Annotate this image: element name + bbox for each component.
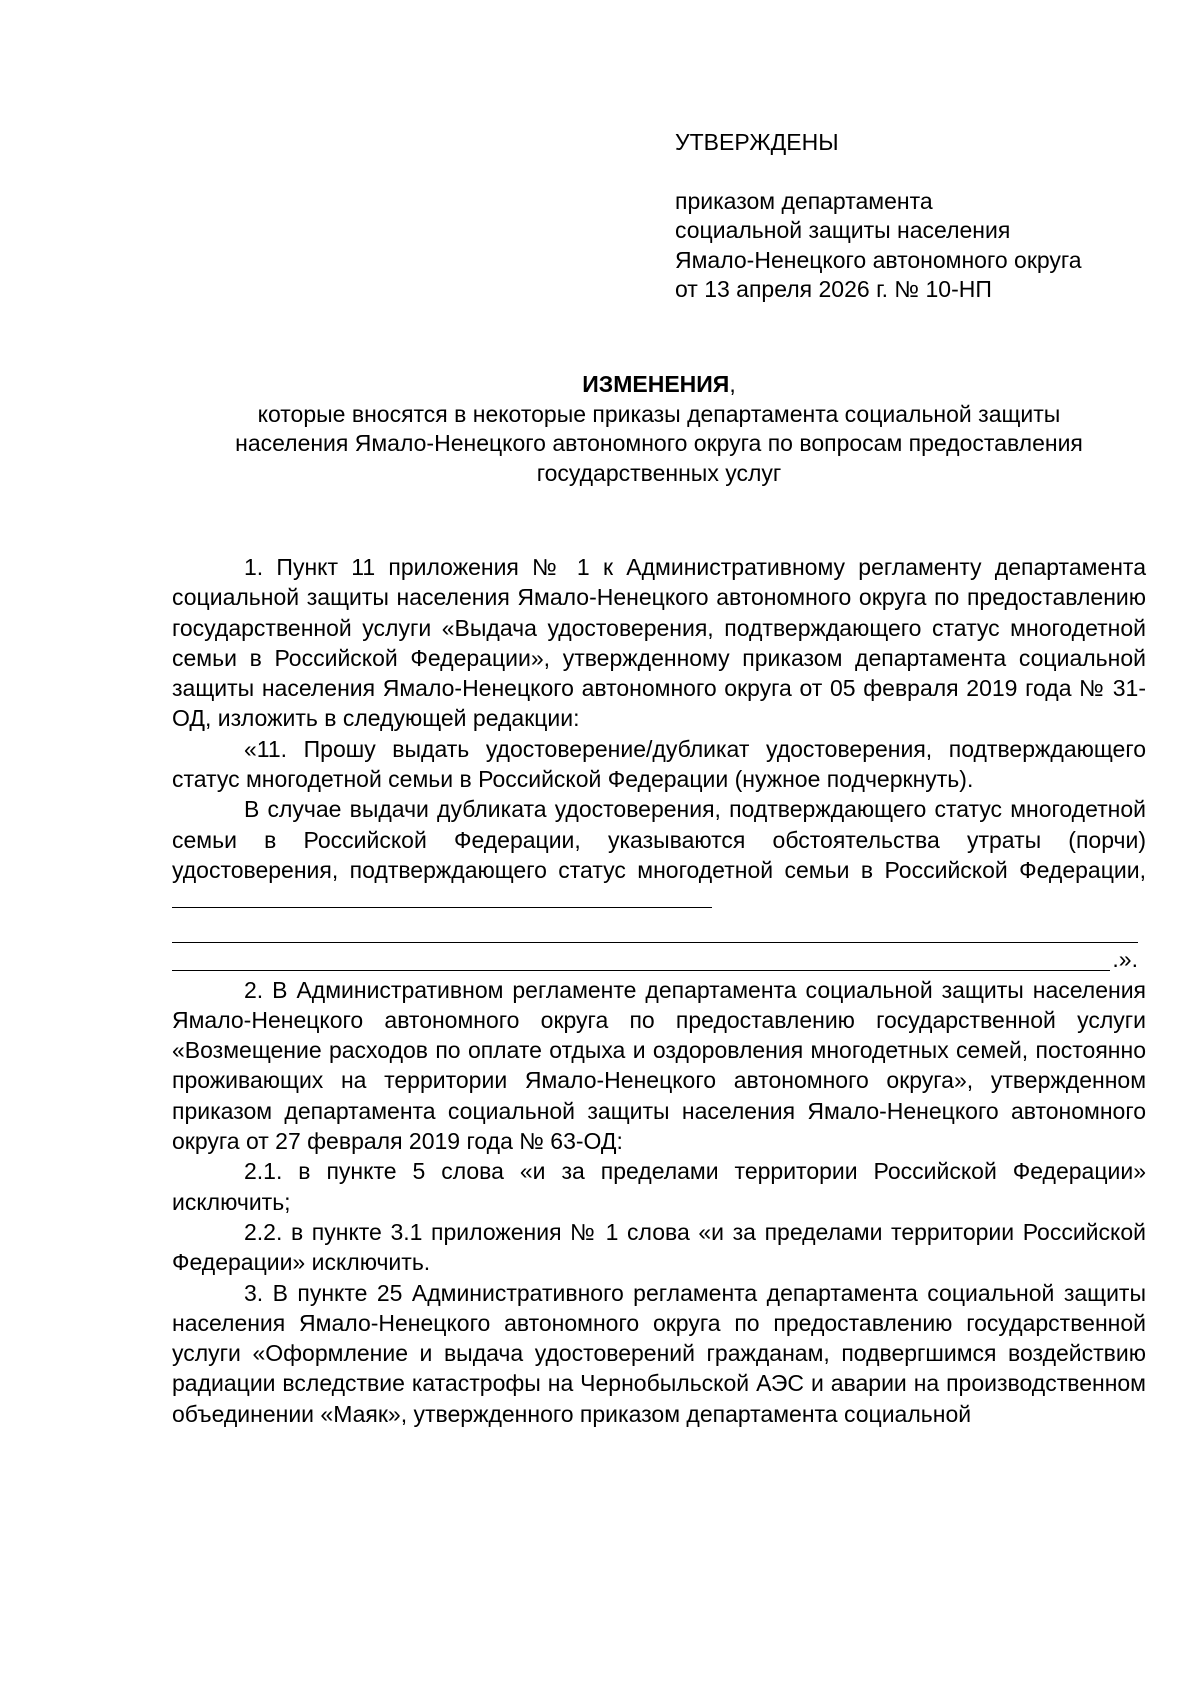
fill-in-rule xyxy=(172,948,1110,971)
approval-line: социальной защиты населения xyxy=(675,217,1011,243)
heading-title-line xyxy=(171,370,1147,400)
item-2: 2. В Административном регламенте департамента социальной защиты населения Ямало-Ненецкого автономного округа по предоставлению государственной услуги «Возмещение расходов по оплате отдыха и оздоровления многодетных семей, постоянно проживающих на территории Ямало-Ненецкого автономного округа», утвержденном приказом департамента социальной защиты населения Ямало-Ненецкого автономного округа от 27 февраля 2019 года № 63-ОД: xyxy=(172,976,1146,1155)
heading-subtitle-line: населения Ямало-Ненецкого автономного округа по вопросам предоставления xyxy=(235,430,1083,456)
document-heading xyxy=(171,370,1147,488)
heading-title: ИЗМЕНЕНИЯ xyxy=(582,371,730,397)
heading-subtitle-line: государственных услуг xyxy=(536,459,782,486)
item-1-quote: «11. Прошу выдать удостоверение/дубликат удостоверения, подтверждающего статус многодетной семьи в Российской Федерации (нужное подчеркнуть). xyxy=(172,735,1146,793)
document-body xyxy=(172,552,1146,1429)
heading-subtitle-line: которые вносятся в некоторые приказы департамента социальной защиты xyxy=(257,400,1061,427)
fill-in-line-end xyxy=(172,943,1146,975)
fill-in-line xyxy=(172,916,1138,943)
item-1-case xyxy=(172,794,1146,915)
approval-block xyxy=(675,128,1195,305)
item-3: 3. В пункте 25 Административного регламента департамента социальной защиты населения Ямало-Ненецкого автономного округа по предоставлению государственной услуги «Оформление и выдача удостоверений гражданам, подвергшимся воздействию радиации вследствие катастрофы на Чернобыльской АЭС и аварии на производственном объединении «Маяк», утвержденного приказом департамента социальной xyxy=(172,1279,1146,1427)
approval-stamp: УТВЕРЖДЕНЫ xyxy=(675,129,839,155)
item-1: 1. Пункт 11 приложения № 1 к Административному регламенту департамента социальной защиты населения Ямало-Ненецкого автономного округа по предоставлению государственной услуги «Выдача удостоверения, подтверждающего статус многодетной семьи в Российской Федерации», утвержденному приказом департамента социальной защиты населения Ямало-Ненецкого автономного округа от 05 февраля 2019 года № 31-ОД, изложить в следующей редакции: xyxy=(172,554,1146,732)
item-1-case-text: В случае выдачи дубликата удостоверения, подтверждающего статус многодетной семьи в Российской Федерации, указываются обстоятельства утраты (порчи) удостоверения, подтверждающего статус многодетной семьи в Российской Федерации, xyxy=(172,796,1146,883)
item-2-2: 2.2. в пункте 3.1 приложения № 1 слова «и за пределами территории Российской Федерации» исключить. xyxy=(172,1218,1146,1276)
item-2-1: 2.1. в пункте 5 слова «и за пределами территории Российской Федерации» исключить; xyxy=(172,1158,1146,1215)
approval-line: Ямало-Ненецкого автономного округа xyxy=(675,246,1082,273)
approval-line: от 13 апреля 2026 г. № 10-НП xyxy=(675,276,992,302)
quote-end: .». xyxy=(1112,946,1138,973)
fill-in-blank xyxy=(172,885,712,908)
approval-line: приказом департамента xyxy=(675,187,933,214)
heading-title-suffix: , xyxy=(729,371,736,397)
